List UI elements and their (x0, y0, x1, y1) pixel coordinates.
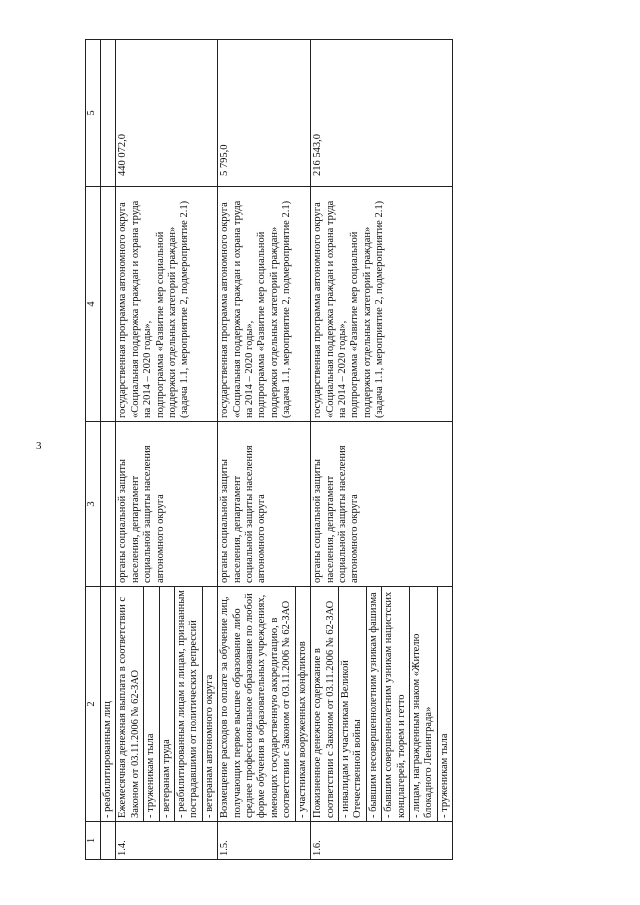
program-reference: государственная программа автономного округа «Социальная поддержка граждан и охрана труда на 2014 – 2020 годы», подпрограмма «Развитие мер социальной поддержки отдельных категорий граждан» (задача 1.1, мероприятие 2, подмероприятие 2.1) (311, 187, 453, 422)
program-reference: государственная программа автономного округа «Социальная поддержка граждан и охрана труда на 2014 – 2020 годы», подпрограмма «Развитие мер социальной поддержки отдельных категорий граждан» (задача 1.1, мероприятие 2, подмероприятие 2.1) (218, 187, 311, 422)
responsible-org: органы социальной защиты населения, департамент социальной защиты населения автономного округа (218, 422, 311, 587)
recipient-category: - ветеранам труда (159, 587, 174, 822)
budget-table (85, 39, 453, 860)
empty-cell (101, 40, 116, 187)
header-row (86, 40, 101, 860)
table-row (101, 40, 116, 860)
measure-title: Ежемесячная денежная выплата в соответствии с Законом от 03.11.2006 № 62-ЗАО (116, 587, 144, 822)
recipient-category: - участникам вооруженных конфликтов (295, 587, 310, 822)
recipient-category: - бывшим несовершеннолетним узникам фашизма (366, 587, 381, 822)
recipient-category: - реабилитированным лицам и лицам, признанным пострадавшими от политических репрессий (175, 587, 203, 822)
table-row (218, 40, 295, 860)
header-cell: 3 (86, 422, 101, 587)
pre-row-text: - реабилитированным лиц (101, 587, 116, 822)
measure-title: Возмещение расходов по оплате за обучение лиц, получающих первое высшее образование либо среднее профессиональное образование по любой форме обучения в образовательных учреждениях, имеющих государственную аккредитацию, в соответствии с Законом от 03.11.2006 № 62-ЗАО (218, 587, 295, 822)
header-cell: 1 (86, 822, 101, 860)
program-reference: государственная программа автономного округа «Социальная поддержка граждан и охрана труда на 2014 – 2020 годы», подпрограмма «Развитие мер социальной поддержки отдельных категорий граждан» (задача 1.1, мероприятие 2, подмероприятие 2.1) (116, 187, 218, 422)
recipient-category: - инвалидам и участникам Великой Отечественной войны (338, 587, 366, 822)
amount: 5 795,0 (218, 40, 311, 187)
table-row (311, 40, 339, 860)
responsible-org: органы социальной защиты населения, департамент социальной защиты населения автономного округа (311, 422, 453, 587)
recipient-category: - труженикам тыла (437, 587, 452, 822)
table-row (116, 40, 144, 860)
amount: 216 543,0 (311, 40, 453, 187)
empty-cell (101, 422, 116, 587)
rotated-table-container (85, 40, 625, 860)
page-number: 3 (36, 440, 42, 452)
header-cell: 2 (86, 587, 101, 822)
amount: 440 072,0 (116, 40, 218, 187)
header-cell: 4 (86, 187, 101, 422)
row-number: 1.6. (311, 822, 453, 860)
empty-cell (101, 822, 116, 860)
recipient-category: - труженикам тыла (144, 587, 159, 822)
recipient-category: - ветеранам автономного округа (202, 587, 217, 822)
recipient-category: - лицам, награжденным знаком «Жителю блокадного Ленинграда» (409, 587, 437, 822)
row-number: 1.4. (116, 822, 218, 860)
header-cell: 5 (86, 40, 101, 187)
empty-cell (101, 187, 116, 422)
recipient-category: - бывшим совершеннолетним узникам нацистских концлагерей, тюрем и гетто (382, 587, 410, 822)
responsible-org: органы социальной защиты населения, департамент социальной защиты населения автономного округа (116, 422, 218, 587)
row-number: 1.5. (218, 822, 311, 860)
measure-title: Пожизненное денежное содержание в соответствии с Законом от 03.11.2006 № 62-ЗАО (311, 587, 339, 822)
